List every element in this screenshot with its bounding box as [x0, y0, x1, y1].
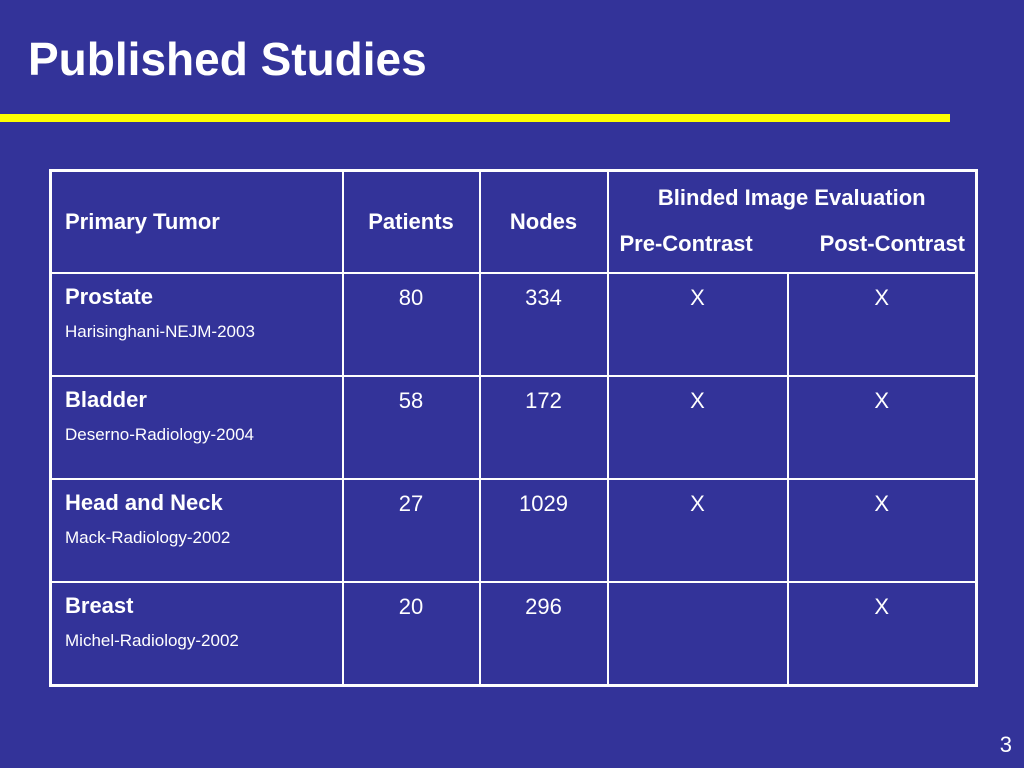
header-primary-tumor: Primary Tumor [51, 171, 343, 274]
cell-post-contrast: X [788, 582, 977, 686]
studies-table [49, 169, 978, 687]
table-row [51, 376, 977, 479]
cell-post-contrast: X [788, 376, 977, 479]
table-row [51, 582, 977, 686]
header-post-contrast: Post-Contrast [819, 231, 966, 256]
tumor-name: Prostate [65, 284, 154, 309]
page-number: 3 [999, 732, 1012, 757]
header-pre-contrast: Pre-Contrast [619, 231, 753, 256]
cell-pre-contrast: X [608, 479, 788, 582]
tumor-reference: Harisinghani-NEJM-2003 [65, 322, 255, 341]
cell-nodes: 172 [480, 376, 608, 479]
slide-title: Published Studies [28, 33, 427, 85]
cell-patients: 27 [343, 479, 480, 582]
tumor-reference: Deserno-Radiology-2004 [65, 425, 255, 444]
cell-patients: 80 [343, 273, 480, 376]
header-nodes: Nodes [480, 171, 608, 274]
tumor-name: Bladder [65, 387, 147, 412]
tumor-name: Head and Neck [65, 490, 223, 515]
cell-tumor [51, 376, 343, 479]
tumor-name: Breast [65, 593, 134, 618]
cell-pre-contrast [608, 582, 788, 686]
table-row [51, 273, 977, 376]
cell-nodes: 1029 [480, 479, 608, 582]
header-patients: Patients [343, 171, 480, 274]
cell-tumor [51, 582, 343, 686]
tumor-reference: Mack-Radiology-2002 [65, 528, 231, 547]
cell-tumor [51, 479, 343, 582]
cell-post-contrast: X [788, 479, 977, 582]
cell-pre-contrast: X [608, 376, 788, 479]
cell-patients: 58 [343, 376, 480, 479]
title-underline-rule [0, 114, 950, 122]
cell-patients: 20 [343, 582, 480, 686]
table-row [51, 479, 977, 582]
cell-tumor [51, 273, 343, 376]
cell-post-contrast: X [788, 273, 977, 376]
cell-nodes: 296 [480, 582, 608, 686]
cell-pre-contrast: X [608, 273, 788, 376]
header-blinded-evaluation [608, 171, 977, 274]
tumor-reference: Michel-Radiology-2002 [65, 631, 239, 650]
header-blinded-label: Blinded Image Evaluation [657, 185, 926, 210]
table-header-row [51, 171, 977, 274]
cell-nodes: 334 [480, 273, 608, 376]
